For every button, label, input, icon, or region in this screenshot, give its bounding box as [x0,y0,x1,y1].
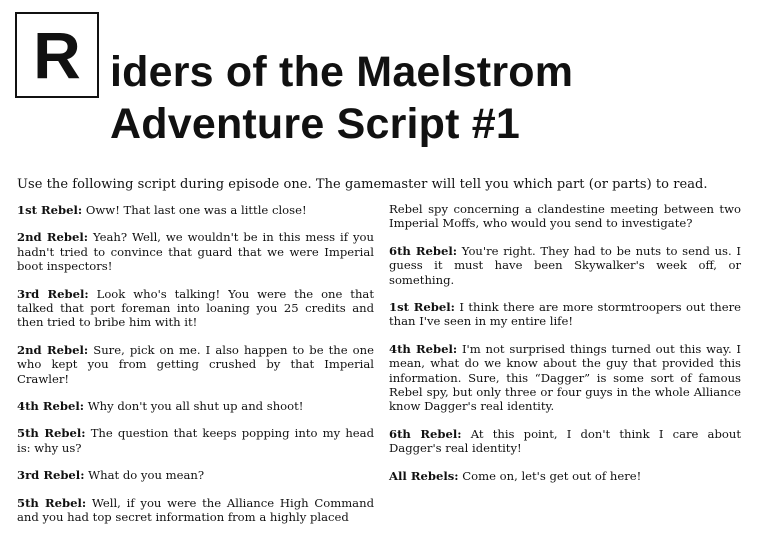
script-line [17,426,374,455]
script-line [389,342,741,414]
script-line [17,468,374,482]
line-text: Rebel spy concerning a clandestine meeting between two Imperial Moffs, who would you send to investigate? [389,202,741,231]
speaker-label: 4th Rebel: [389,341,458,356]
script-line [17,343,374,386]
speaker-label: 2nd Rebel: [17,230,89,245]
speaker-label: All Rebels: [389,468,459,483]
speaker-label: 6th Rebel: [389,426,462,441]
script-line [389,427,741,456]
script-line [17,230,374,273]
script-line [389,202,741,231]
script-line [17,496,374,525]
line-text: Look who's talking! You were the one that talked that port foreman into loaning you 25 credits and then tried to bribe him with it! [17,286,374,330]
line-text: The question that keeps popping into my head is: why us? [17,426,375,455]
left-column [17,203,374,538]
page-title-line-2: Adventure Script #1 [110,100,521,148]
right-column [389,202,741,496]
line-text: At this point, I don't think I care about Dagger's real identity! [389,426,741,456]
speaker-label: 3rd Rebel: [17,468,85,483]
line-text: You're right. They had to be nuts to send us. I guess it must have been Skywalker's week off, or something. [389,243,741,287]
speaker-label: 6th Rebel: [389,243,458,258]
script-line [17,287,374,330]
line-text: Why don't you all shut up and shoot! [84,399,304,414]
line-text: Yeah? Well, we wouldn't be in this mess if you hadn't tried to convince that guard that we were Imperial boot inspectors! [17,230,374,274]
script-line [389,244,741,287]
speaker-label: 3rd Rebel: [17,286,89,301]
speaker-label: 1st Rebel: [17,203,83,217]
line-text: What do you mean? [84,468,205,483]
line-text: I'm not surprised things turned out this way. I mean, what do we know about the guy that provided this information. Sure, this “Dagger” is some sort of famous Rebel spy, but only three or four guys in the whole Alliance know Dagger's real identity. [389,341,741,414]
speaker-label: 5th Rebel: [17,495,87,510]
line-text: Oww! That last one was a little close! [82,203,307,217]
intro-paragraph: Use the following script during episode one. The gamemaster will tell you which part (or parts) to read. [17,177,708,192]
speaker-label: 4th Rebel: [17,399,85,414]
line-text: Come on, let's get out of here! [458,468,642,483]
speaker-label: 5th Rebel: [17,426,86,441]
line-text: Sure, pick on me. I also happen to be the one who kept you from getting crushed by that Imperial Crawler! [17,342,374,386]
page-title-line-1: iders of the Maelstrom [110,48,574,96]
dropcap-letter: R [33,18,81,92]
script-line [389,469,741,483]
speaker-label: 2nd Rebel: [17,342,89,357]
line-text: Well, if you were the Alliance High Command and you had top secret information from a highly placed [17,495,374,525]
script-line [17,203,374,217]
line-text: I think there are more stormtroopers out there than I've seen in my entire life! [389,300,741,329]
speaker-label: 1st Rebel: [389,300,455,315]
title-dropcap [15,12,99,98]
script-line [389,300,741,329]
script-line [17,399,374,413]
